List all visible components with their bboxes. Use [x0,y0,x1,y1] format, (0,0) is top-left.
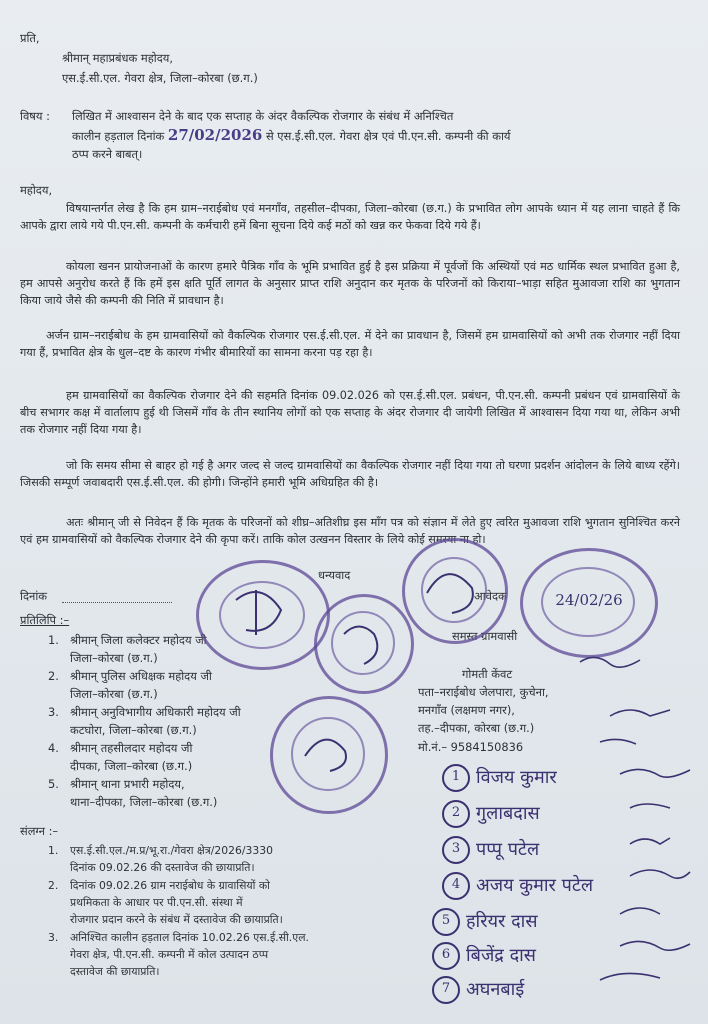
handwritten-name-row: 2 गुलाबदास [442,800,540,828]
enclosure-item-sub: प्रथमिकता के आधार पर पी.एन.सी. संस्था में [70,896,243,909]
handwritten-name-row: 5 हरियर दास [432,908,538,936]
tehsil-office-stamp [314,594,414,694]
date-blank-line [62,602,172,603]
village-stamp [402,538,508,644]
paragraph-3: अर्जन ग्राम–नराईबोध के हम ग्रामवासियों को वैकल्पिक रोजगार एस.ई.सी.एल. में देने का प्रावधान है, जिसमें हम ग्रामवासियों को अभी तक रोजगार नहीं दिया गया हैं, प्रभावित क्षेत्र के धुल–दष्ट के कारण गंभीर बीमारियों का सामना करना पड़ रहा है। [20,329,680,359]
subject-line-2a: कालीन हड़ताल दिनांक [72,129,168,143]
date-label: दिनांक [20,589,48,603]
enclosures-title: संलग्न :– [20,824,59,838]
copy-item: 4. श्रीमान् तहसीलदार महोदय जी [48,741,193,755]
copy-item: 3. श्रीमान् अनुविभागीय अधिकारी महोदय जी [48,705,241,719]
subject-line-2b: से एस.ई.सी.एल. गेवरा क्षेत्र एवं पी.एन.सी. कम्पनी की कार्य [262,129,511,143]
addressee-line-1: श्रीमान् महाप्रबंधक महोदय, [62,51,173,65]
office-seal-stamp [196,560,330,670]
copies-title: प्रतिलिपि :– [20,613,70,627]
applicant-label: आवेदक [474,589,507,603]
police-station-stamp [270,696,388,814]
paragraph-6: अतः श्रीमान् जी से निवेदन हैं कि मृतक के परिजनों को शीघ्र–अतिशीघ्र इस माँग पत्र को संज्ञान में लेते हुए त्वरित मुआवजा राशि भुगतान सुनिश्चित करने एवं हम ग्रामवासियों को वैकल्पिक रोजगार देने की कृपा करें। ताकि कोल उत्खनन विस्तार के लिये कोई समस्या ना हो। [20,516,680,546]
signatory-address-1: पता–नराईबोध जेलपारा, कुचेना, [418,685,549,699]
enclosure-item: 1. एस.ई.सी.एल./म.प्र/भू.रा./गेवरा क्षेत्र/2026/3330 [48,844,273,857]
paragraph-1: विषयान्तर्गत लेख है कि हम ग्राम–नराईबोध एवं मनगाँव, तहसील–दीपका, जिला–कोरबा (छ.ग.) के प्रभावित लोग आपके ध्यान में यह लाना चाहते हैं कि आपके द्वारा लाये गये पी.एन.सी. कम्पनी के कर्मचारी हमें बिना सूचना दिये कई मठों को खन्न कर फेकवा दिये गये हैं। [20,202,680,232]
subject-label: विषय : [20,109,50,123]
subject-line-3: ठप्प करने बाबत्। [72,147,143,161]
enclosure-item: 2. दिनांक 09.02.26 ग्राम नराईबोध के ग्रावासियों को [48,879,270,892]
handwritten-name-row: 7 अघनबाई [432,976,524,1004]
handwritten-name-row: 1 विजय कुमार [442,764,557,792]
enclosure-item-sub: रोजगार प्रदान करने के संबंध में दस्तावेज की छायाप्रति। [70,913,283,926]
copy-item-sub: जिला–कोरबा (छ.ग.) [70,687,158,701]
received-stamp [520,548,658,658]
copy-item-sub: थाना–दीपका, जिला–कोरबा (छ.ग.) [70,795,218,809]
copy-item: 5. श्रीमान् थाना प्रभारी महोदय, [48,777,185,791]
enclosure-item-sub: दस्तावेज की छायाप्रति। [70,965,160,978]
subject-line-1: लिखित में आश्वासन देने के बाद एक सप्ताह के अंदर वैकल्पिक रोजगार के संबंध में अनिश्चित [72,109,454,123]
handwritten-date: 27/02/2026 [167,126,263,144]
signatory-mobile: मो.नं.– 9584150836 [418,740,524,754]
enclosure-item-sub: दिनांक 09.02.26 की दस्तावेज की छायाप्रति। [70,861,255,874]
handwritten-name-row: 4 अजय कुमार पटेल [442,872,593,900]
signatory-name: गोमती केंवट [462,667,513,681]
copy-item: 2. श्रीमान् पुलिस अधिक्षक महोदय जी [48,669,212,683]
paragraph-2: कोयला खनन प्रायोजनाओं के कारण हमारे पैत्रिक गाँव के भूमि प्रभावित हुई है इस प्रक्रिया में पूर्वजों कि अस्थियों एवं मठ धार्मिक स्थल प्रभावित हुआ है, हम आपसे अनुरोध करते हैं कि हमें इस क्षति पूर्ति लागत के अनुसार प्राप्त राशि अनुदान कर मृतक के परिजनों को किराया–भाड़ा सहित मुआवजा राशि का भुगतान किया जाये जैसे की कम्पनी की निति में प्रावधान है। [20,260,680,307]
signatory-title: समस्त ग्रामवासी [452,629,518,643]
handwritten-name-row: 3 पप्पू पटेल [442,836,539,864]
stamp-date: 24/02/26 [555,591,623,609]
enclosure-item: 3. अनिश्चित कालीन हड़ताल दिनांक 10.02.26 एस.ई.सी.एल. [48,931,309,944]
prati-label: प्रति, [20,31,40,45]
copy-item-sub: दीपका, जिला–कोरबा (छ.ग.) [70,759,193,773]
signature-scribbles [560,650,700,990]
copy-item: 1. श्रीमान् जिला कलेक्टर महोदय जी [48,633,207,647]
paragraph-4: हम ग्रामवासियों का वैकल्पिक रोजगार देने की सहमति दिनांक 09.02.026 को एस.ई.सी.एल. प्रबंधन, पी.एन.सी. कम्पनी प्रबंधन एवं ग्रामवासियों के बीच सभागर कक्ष में वार्तालाप हुई थी जिसमें गाँव के तीन स्थानिय लोगों को एक सप्ताह के अंदर रोजगार दी जायेगी लिखित में आश्वासन दिया गया था, लेकिन अभी तक रोजगार नहीं दिया गया है। [20,389,680,436]
subject-line-2 [72,127,511,145]
salutation: महोदय, [20,183,53,197]
thanks: धन्यवाद [318,568,351,582]
copy-item-sub: कटघोरा, जिला–कोरबा (छ.ग.) [70,723,197,737]
signatory-address-3: तह.–दीपका, कोरबा (छ.ग.) [418,721,535,735]
handwritten-name-row: 6 बिजेंद्र दास [432,942,536,970]
addressee-line-2: एस.ई.सी.एल. गेवरा क्षेत्र, जिला–कोरबा (छ.ग.) [62,71,258,85]
signatory-address-2: मनगाँव (लक्षमण नगर), [418,703,515,717]
enclosure-item-sub: गेवरा क्षेत्र, पी.एन.सी. कम्पनी में कोल उत्पादन ठप्प [70,948,269,961]
copy-item-sub: जिला–कोरबा (छ.ग.) [70,651,158,665]
paragraph-5: जो कि समय सीमा से बाहर हो गई है अगर जल्द से जल्द ग्रामवासियों का वैकल्पिक रोजगार नहीं दिया गया तो घरणा प्रदर्शन आंदोलन के लिये बाध्य रहेंगे। जिसकी सम्पूर्ण जवाबदारी एस.ई.सी.एल. की होगी। जिन्होंने हमारी भूमि अधिग्रहित की है। [20,459,680,489]
